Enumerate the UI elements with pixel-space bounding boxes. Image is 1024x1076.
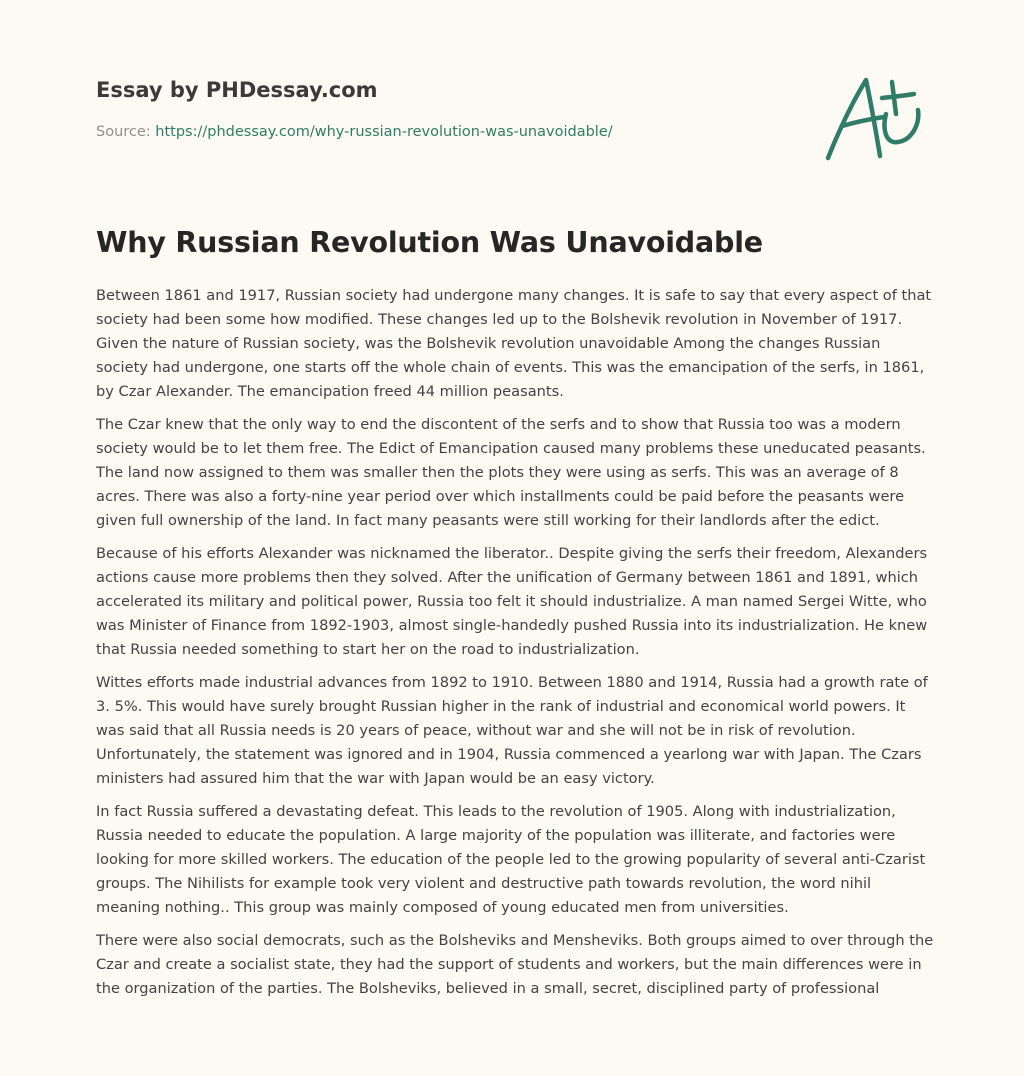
essay-paragraph: Because of his efforts Alexander was nicknamed the liberator.. Despite giving the serfs their freedom, Alexanders actions cause more problems then they solved. After the unification of Germany between 1861 and 1891, which accelerated its military and political power, Russia too felt it should industrialize. A man named Sergei Witte, who was Minister of Finance from 1892-1903, almost single-handedly pushed Russia into its industrialization. He knew that Russia needed something to start her on the road to industrialization. [96, 545, 928, 658]
site-title: Essay by PHDessay.com [96, 78, 378, 102]
essay-paragraph: The Czar knew that the only way to end the discontent of the serfs and to show that Russia too was a modern society would be to let them free. The Edict of Emancipation caused many problems these uneducated peasants. The land now assigned to them was smaller then the plots they were using as serfs. This was an average of 8 acres. There was also a forty-nine year period over which installments could be paid before the peasants were given full ownership of the land. In fact many peasants were still working for their landlords after the edict. [96, 416, 926, 529]
essay-paragraph: Between 1861 and 1917, Russian society had undergone many changes. It is safe to say that every aspect of that society had been some how modified. These changes led up to the Bolshevik revolution in November of 1917. Given the nature of Russian society, was the Bolshevik revolution unavoidable Among the changes Russian society had undergone, one starts off the whole chain of events. This was the emancipation of the serfs, in 1861, by Czar Alexander. The emancipation freed 44 million peasants. [96, 287, 932, 400]
a-plus-grade-icon [822, 68, 928, 164]
essay-paragraph: In fact Russia suffered a devastating defeat. This leads to the revolution of 1905. Along with industrialization, Russia needed to educate the population. A large majority of the population was illiterate, and factories were looking for more skilled workers. The education of the people led to the growing popularity of several anti-Czarist groups. The Nihilists for example took very violent and destructive path towards revolution, the word nihil meaning nothing.. This group was mainly composed of young educated men from universities. [96, 803, 926, 916]
essay-paragraph: Wittes efforts made industrial advances from 1892 to 1910. Between 1880 and 1914, Russia had a growth rate of 3. 5%. This would have surely brought Russian higher in the rank of industrial and economical world powers. It was said that all Russia needs is 20 years of peace, without war and she will not be in risk of revolution. Unfortunately, the statement was ignored and in 1904, Russia commenced a yearlong war with Japan. The Czars ministers had assured him that the war with Japan would be an easy victory. [96, 674, 928, 787]
source-link[interactable]: https://phdessay.com/why-russian-revolution-was-unavoidable/ [155, 124, 613, 140]
source-label: Source: [96, 124, 156, 140]
essay-body [96, 284, 936, 1010]
essay-paragraph: There were also social democrats, such as the Bolsheviks and Mensheviks. Both groups aimed to over through the Czar and create a socialist state, they had the support of students and workers, but the main differences were in the organization of the parties. The Bolsheviks, believed in a small, secret, disciplined party of professional [96, 932, 934, 997]
source-line [96, 124, 613, 140]
essay-title: Why Russian Revolution Was Unavoidable [96, 226, 763, 259]
